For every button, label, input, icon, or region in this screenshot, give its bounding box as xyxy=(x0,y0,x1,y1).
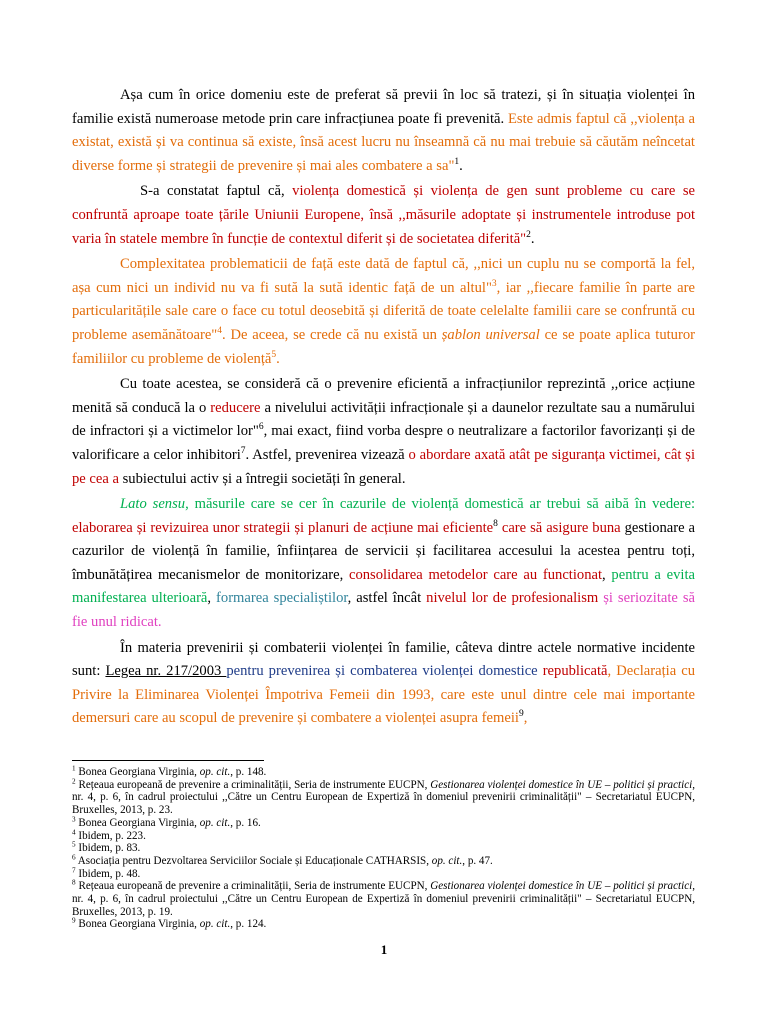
text-run: . Astfel, prevenirea vizează xyxy=(245,446,409,463)
text-run: op. cit. xyxy=(431,854,463,867)
text-run: unor strategii și planuri de acțiune mai eficiente xyxy=(212,519,494,536)
text-run: Ibidem, p. 223. xyxy=(75,829,146,842)
text-run: o abordare axată atât pe siguranța victimei, cât și pe cea a xyxy=(72,446,695,487)
text-run: . xyxy=(530,230,535,247)
text-run: , xyxy=(207,590,217,607)
text-run: op. cit. xyxy=(199,816,231,829)
text-run: pentru prevenirea și combaterea violenței domestice xyxy=(226,663,538,680)
text-run: Ibidem, p. 48. xyxy=(75,867,141,880)
footnote-3 xyxy=(72,817,695,830)
text-run: , xyxy=(523,710,528,727)
text-run: ce se poate aplica tuturor familiilor cu probleme de violență xyxy=(72,326,695,367)
text-run: S-a constatat faptul că, xyxy=(140,183,293,200)
text-run: , p. 16. xyxy=(230,816,261,829)
text-run: Rețeaua europeană de prevenire a criminalității, Seria de instrumente EUCPN, xyxy=(75,778,431,791)
text-run: În materia prevenirii și combaterii violenței în familie, câteva dintre actele normative incidente sunt: xyxy=(72,639,695,680)
footnote-7 xyxy=(72,865,695,881)
text-run: , Declarația cu Privire la Eliminarea Violenței Împotriva Femeii din 1993, care este unul dintre cele mai importante demersuri care au scopul de prevenire și combatere a violenței asupra femeii xyxy=(72,663,695,727)
text-run: care să asigure buna xyxy=(497,519,621,536)
text-run: , p. 47. xyxy=(462,854,493,867)
footnote-6 xyxy=(72,855,695,868)
footnote-ref: 7 xyxy=(72,865,76,874)
text-run: elaborarea și revizuirea xyxy=(72,519,213,536)
footnote-ref: 6 xyxy=(72,853,76,862)
text-run: gestionare a cazurilor de violență în familie, înființarea de servicii și facilitarea accesului la acestea pentru toți, îmbunătățirea mecanismelor de monitorizare, xyxy=(72,519,695,583)
text-run: , iar ,,fiecare familie în parte are particularitățile sale care o face cu totul deosebită și diferită de toate celelalte familii care se confruntă cu probleme asemănătoare" xyxy=(72,279,695,343)
text-run: Ibidem, p. 83. xyxy=(75,842,141,855)
paragraph-p3 xyxy=(72,253,695,371)
footnote-ref: 5 xyxy=(72,840,76,849)
footnote-ref: 3 xyxy=(72,815,76,824)
text-run: , măsurile care se cer în cazurile de violență domestică ar trebui să aibă în vedere: xyxy=(185,496,696,513)
text-run: op. cit. xyxy=(199,918,231,931)
text-run: , p. 124. xyxy=(230,918,267,931)
text-run: Așa cum în orice domeniu este de preferat să previi în loc să tratezi, și în situația violenței în familie există numeroase metode prin care infracțiunea poate fi prevenită. xyxy=(72,87,695,127)
footnote-ref: 5 xyxy=(271,349,277,360)
text-run: Lato sensu xyxy=(120,496,186,513)
text-run: a nivelului activității infracționale și a daunelor rezultate sau a numărului de infractori și a victimelor lor" xyxy=(72,399,695,440)
text-run: subiectului activ și a întregii societăți în general. xyxy=(118,470,406,487)
text-run: republicată xyxy=(537,663,608,680)
page-number: 1 xyxy=(380,942,388,957)
text-run: șablon universal xyxy=(441,326,540,343)
text-run: Bonea Georgiana Virginia, xyxy=(75,766,200,778)
text-run: formarea specialiștilor xyxy=(216,590,348,607)
text-run: violența domestică și violența de gen sunt probleme cu care se confruntă aproape toate țările Uniunii Europene, însă ,,măsurile adoptate și instrumentele introduse pot varia în statele membre în funcție de contextul diferit și de societatea diferită" xyxy=(72,183,695,247)
text-run: pentru a evita manifestarea ulterioară xyxy=(72,566,695,607)
text-run: reducere xyxy=(210,399,261,416)
footnote-ref: 2 xyxy=(526,229,531,240)
text-run: . xyxy=(459,157,463,174)
text-run: nivelul lor de profesionalism xyxy=(426,590,599,607)
footnote-9 xyxy=(72,918,695,931)
footnotes xyxy=(72,766,695,931)
text-run: Bonea Georgiana Virginia, xyxy=(75,918,200,931)
text-run: Legea nr. 217/2003 xyxy=(105,663,227,680)
footnote-ref: 1 xyxy=(72,764,76,773)
footnote-ref: 4 xyxy=(217,326,223,337)
paragraph-p6 xyxy=(72,637,695,731)
footnote-ref: 7 xyxy=(240,446,246,457)
text-run: , nr. 4, p. 6, în cadrul proiectului ,,Către un Centru European de Expertiză în domeniul prevenirii criminalității" – Secretariatul EUCPN, Bruxelles, 2013, p. 23. xyxy=(72,778,695,817)
text-run: consolidarea metodelor care au functionat xyxy=(348,566,603,583)
paragraph-p1 xyxy=(72,84,695,178)
footnote-ref: 8 xyxy=(493,518,498,529)
text-run: Gestionarea violenței domestice în UE – politici și practici xyxy=(430,778,693,791)
paragraph-p2 xyxy=(72,180,695,251)
footnote-2 xyxy=(72,779,695,817)
text-run: , xyxy=(602,566,612,583)
text-run: Este admis faptul că ,,violența a existat, există și va continua să existe, însă acest lucru nu înseamnă că nu mai trebuie să căutăm neîncetat diverse forme și strategii de prevenire și mai ales combatere a sa" xyxy=(72,110,695,174)
text-run: , mai exact, fiind vorba despre o neutralizare a factorilor favorizanți și de valorificare a celor inhibitori xyxy=(72,423,695,463)
text-run: Asociația pentru Dezvoltarea Serviciilor Sociale și Educaționale CATHARSIS, xyxy=(75,854,432,867)
footnote-ref: 1 xyxy=(454,156,460,167)
text-run: Complexitatea problematicii de față este dată de faptul că, ,,nici un cuplu nu se comportă la fel, așa cum nici un individ nu va fi sută la sută identic față de un altul" xyxy=(72,256,695,296)
text-run: . xyxy=(276,350,280,367)
footnote-ref: 8 xyxy=(72,878,76,887)
footnote-ref: 2 xyxy=(72,777,76,786)
text-run: Bonea Georgiana Virginia, xyxy=(75,816,200,829)
text-run: Gestionarea violenței domestice în UE – politici și practici xyxy=(430,880,693,893)
text-run: , p. 148. xyxy=(230,766,267,778)
text-run: Rețeaua europeană de prevenire a criminalității, Seria de instrumente EUCPN, xyxy=(75,880,431,893)
body-text xyxy=(72,84,695,733)
footnote-1 xyxy=(72,766,695,779)
text-run: op. cit. xyxy=(199,766,231,778)
text-run: Cu toate acestea, se consideră că o prevenire eficientă a infracțiunilor reprezintă ,,orice acțiune menită să conducă la o xyxy=(72,376,695,416)
footnote-4 xyxy=(72,827,695,843)
footnote-separator xyxy=(72,760,264,761)
text-run: . De aceea, se crede că nu există un xyxy=(222,326,442,343)
paragraph-p4 xyxy=(72,373,695,491)
text-run: , nr. 4, p. 6, în cadrul proiectului ,,Către un Centru European de Expertiză în domeniul prevenirii criminalității" – Secretariatul EUCPN, Bruxelles, 2013, p. 19. xyxy=(72,880,695,918)
footnote-5 xyxy=(72,842,695,855)
footnote-ref: 4 xyxy=(72,827,76,836)
text-run: și seriozitate să fie unul ridicat. xyxy=(72,590,696,631)
footnote-ref: 3 xyxy=(491,278,497,289)
text-run: , astfel încât xyxy=(347,590,427,607)
paragraph-p5 xyxy=(72,493,695,635)
footnote-ref: 9 xyxy=(518,709,524,720)
footnote-ref: 9 xyxy=(72,916,76,925)
footnote-8 xyxy=(72,880,695,918)
footnote-ref: 6 xyxy=(258,422,264,433)
